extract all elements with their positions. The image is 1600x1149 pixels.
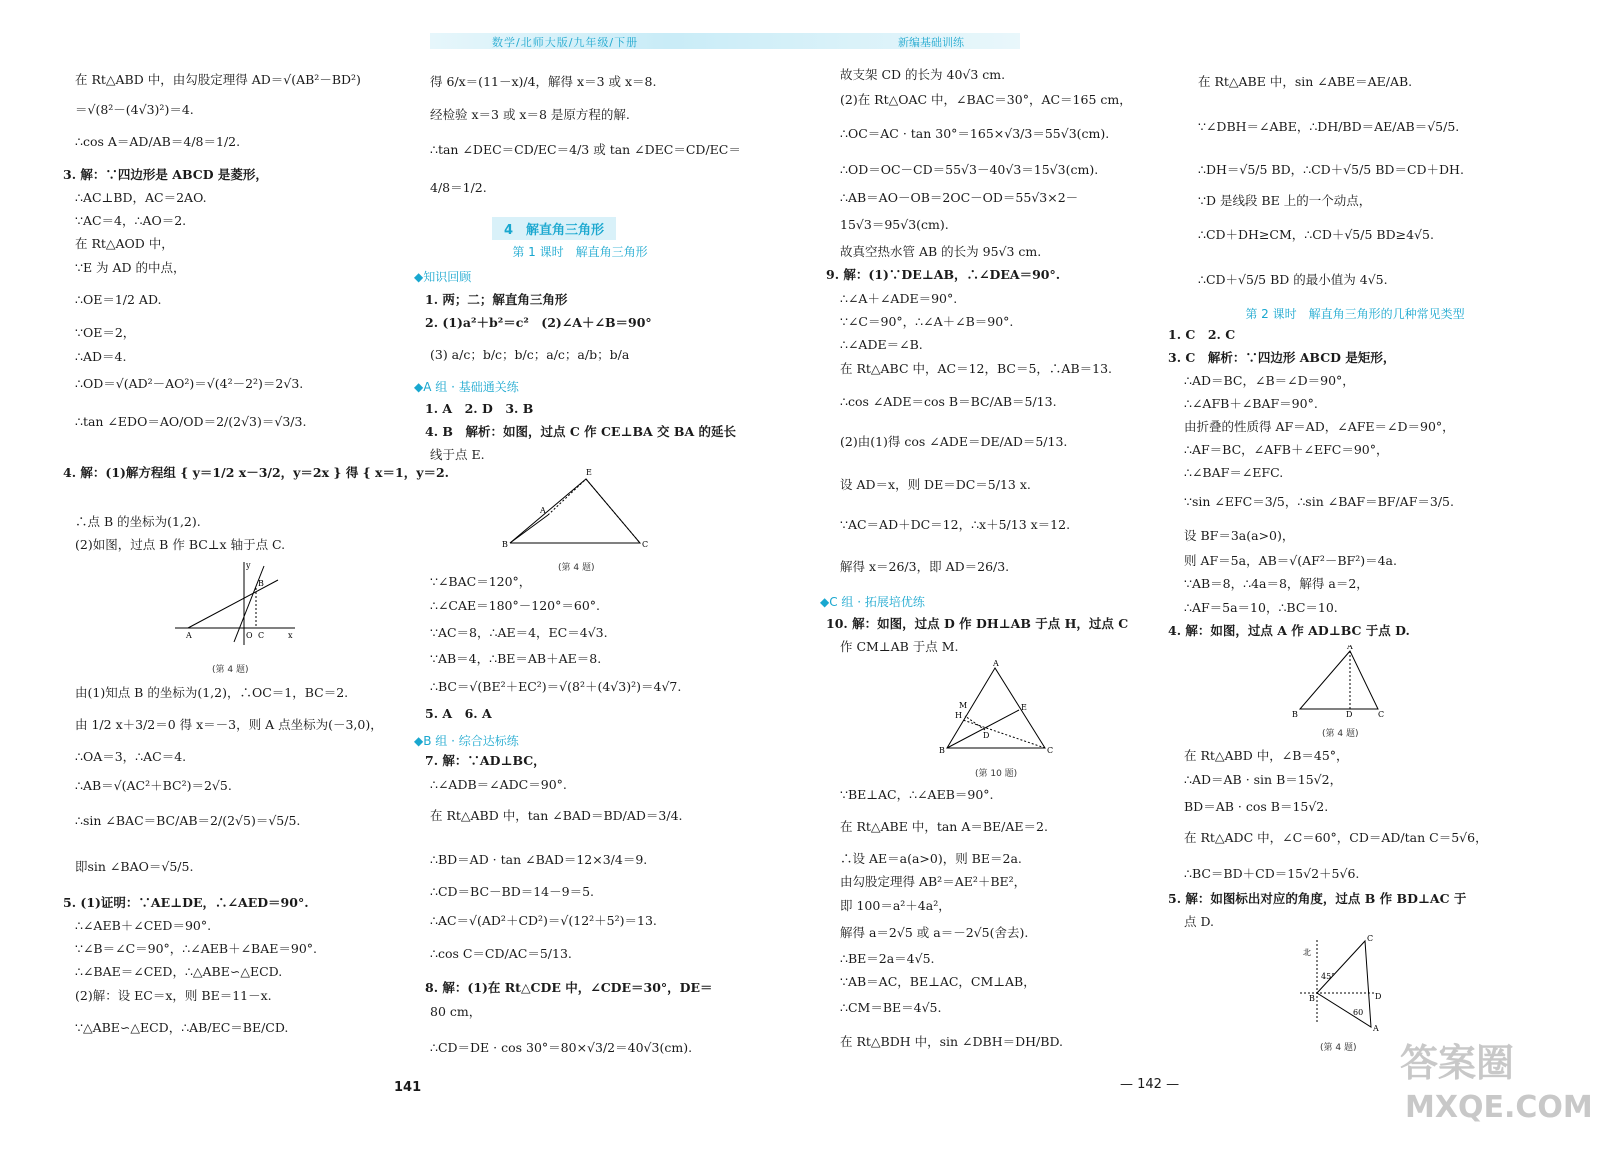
header-right: 新编基础训练 [898, 36, 964, 49]
text-line: ∴∠AEB＋∠CED＝90°. [75, 918, 212, 933]
text-line: 5. (1)证明：∵AE⊥DE，∴∠AED＝90°. [63, 895, 309, 910]
text-line: 解得 x＝26/3，即 AD＝26/3. [840, 559, 1010, 574]
text-line: ∴CM＝BE＝4√5. [840, 1000, 942, 1015]
text-line: ∵OE＝2， [75, 325, 136, 340]
text-line: ∴CD＋DH≥CM，∴CD＋√5/5 BD≥4√5. [1198, 227, 1434, 242]
text-line: ∵AB＝4，∴BE＝AB＋AE＝8. [430, 651, 602, 666]
text-line: 4. 解：(1)解方程组 { y＝1/2 x－3/2，y＝2x } 得 { x＝1，y＝2. [63, 465, 450, 480]
text-line: ∴CD＋√5/5 BD 的最小值为 4√5. [1198, 272, 1388, 287]
text-line: 2. (1)a²＋b²＝c² (2)∠A＋∠B＝90° [425, 315, 652, 330]
text-line: ＝√(8²－(4√3)²)＝4. [75, 102, 194, 117]
svg-text:B: B [1292, 710, 1298, 719]
svg-text:B: B [258, 579, 264, 588]
text-line: 9. 解：(1)∵DE⊥AB，∴∠DEA＝90°. [826, 267, 1061, 282]
triangle-figure-10 [935, 660, 1055, 760]
text-line: 经检验 x＝3 或 x＝8 是原方程的解. [430, 107, 630, 122]
figure-caption: (第 4 题) [212, 665, 249, 675]
text-line: ∴BC＝√(BE²＋EC²)＝√(8²＋(4√3)²)＝4√7. [430, 679, 682, 694]
svg-text:D: D [983, 731, 990, 740]
text-line: 在 Rt△AOD 中， [75, 236, 174, 251]
text-line: ∵△ABE∽△ECD，∴AB/EC＝BE/CD. [75, 1020, 289, 1035]
text-line: ∴∠ADB＝∠ADC＝90°. [430, 777, 567, 792]
text-line: 3. C 解析：∵四边形 ABCD 是矩形， [1168, 350, 1396, 365]
svg-text:A: A [540, 506, 546, 515]
svg-text:M: M [959, 701, 968, 710]
text-line: ∴∠BAF＝∠EFC. [1184, 465, 1284, 480]
text-line: ∴AF＝5a＝10，∴BC＝10. [1184, 600, 1338, 615]
section-heading: ◆C 组 · 拓展培优练 [820, 595, 925, 609]
text-line: 点 D. [1184, 914, 1215, 929]
text-line: ∴DH＝√5/5 BD，∴CD＋√5/5 BD＝CD＋DH. [1198, 162, 1464, 177]
triangle-figure-4 [1290, 645, 1390, 720]
text-line: ∵∠C＝90°，∴∠A＋∠B＝90°. [840, 314, 1014, 329]
svg-text:A: A [186, 631, 192, 640]
text-line: 在 Rt△ABE 中，sin ∠ABE＝AE/AB. [1198, 74, 1413, 89]
text-line: 在 Rt△ABD 中，tan ∠BAD＝BD/AD＝3/4. [430, 808, 683, 823]
text-line: 故支架 CD 的长为 40√3 cm. [840, 67, 1006, 82]
text-line: ∴OA＝3，∴AC＝4. [75, 749, 187, 764]
text-line: ∴AC⊥BD，AC＝2AO. [75, 190, 207, 205]
text-line: ∵AC＝4，∴AO＝2. [75, 213, 187, 228]
text-line: 解得 a＝2√5 或 a＝－2√5(舍去). [840, 925, 1029, 940]
coordinate-figure [170, 560, 300, 650]
lesson-title: 第 2 课时 解直角三角形的几种常见类型 [1245, 307, 1465, 321]
lesson-title: 第 1 课时 解直角三角形 [512, 245, 648, 259]
text-line: (2)解：设 EC＝x，则 BE＝11－x. [75, 988, 272, 1003]
text-line: ∴AD＝BC，∠B＝∠D＝90°， [1184, 373, 1355, 388]
text-line: 1. A 2. D 3. B [425, 401, 534, 416]
text-line: ∴AC＝√(AD²＋CD²)＝√(12²＋5²)＝13. [430, 913, 657, 928]
text-line: 作 CM⊥AB 于点 M. [840, 639, 959, 654]
text-line: 15√3＝95√3(cm). [840, 217, 949, 232]
text-line: 由(1)知点 B 的坐标为(1,2)，∴OC＝1，BC＝2. [75, 685, 349, 700]
section-heading: ◆知识回顾 [414, 270, 472, 284]
text-line: ∴OC＝AC · tan 30°＝165×√3/3＝55√3(cm). [840, 126, 1110, 141]
text-line: ∴OE＝1/2 AD. [75, 292, 162, 307]
text-line: ∴BD＝AD · tan ∠BAD＝12×3/4＝9. [430, 852, 648, 867]
text-line: ∵BE⊥AC，∴∠AEB＝90°. [840, 787, 994, 802]
text-line: ∴∠ADE＝∠B. [840, 337, 923, 352]
text-line: ∵AB＝8，∴4a＝8，解得 a＝2， [1184, 576, 1369, 591]
text-line: ∴∠A＋∠ADE＝90°. [840, 291, 958, 306]
text-line: (3) a/c；b/c；b/c；a/c；a/b；b/a [430, 347, 630, 362]
text-line: (2)由(1)得 cos ∠ADE＝DE/AD＝5/13. [840, 434, 1068, 449]
page-header [430, 33, 1020, 49]
svg-text:E: E [586, 468, 592, 477]
text-line: ∴CD＝DE · cos 30°＝80×√3/2＝40√3(cm). [430, 1040, 693, 1055]
text-line: 即 100＝a²＋4a²， [840, 898, 951, 913]
text-line: ∴AB＝AO－OB＝2OC－OD＝55√3×2－ [840, 190, 1079, 205]
text-line: 1. 两；二；解直角三角形 [425, 292, 568, 307]
text-line: 设 BF＝3a(a>0)， [1184, 528, 1295, 543]
svg-text:B: B [502, 540, 508, 549]
text-line: 80 cm， [430, 1004, 482, 1019]
svg-text:B: B [939, 746, 945, 755]
text-line: ∴点 B 的坐标为(1,2). [75, 514, 201, 529]
text-line: ∴sin ∠BAC＝BC/AB＝2/(2√5)＝√5/5. [75, 813, 301, 828]
text-line: 在 Rt△BDH 中，sin ∠DBH＝DH/BD. [840, 1034, 1063, 1049]
text-line: 故真空热水管 AB 的长为 95√3 cm. [840, 244, 1042, 259]
text-line: BD＝AB · cos B＝15√2. [1184, 799, 1329, 814]
header-left: 数学/北师大版/九年级/下册 [492, 36, 639, 49]
text-line: 在 Rt△ABD 中，∠B＝45°， [1184, 748, 1349, 763]
text-line: 则 AF＝5a，AB＝√(AF²－BF²)＝4a. [1184, 553, 1397, 568]
svg-text:y: y [246, 561, 251, 570]
text-line: ∵D 是线段 BE 上的一个动点， [1198, 193, 1372, 208]
svg-text:B: B [1309, 994, 1315, 1003]
figure-caption: (第 10 题) [975, 769, 1018, 779]
text-line: 4. 解：如图，过点 A 作 AD⊥BC 于点 D. [1168, 623, 1410, 638]
svg-text:C: C [1367, 935, 1374, 943]
text-line: ∵E 为 AD 的中点， [75, 260, 186, 275]
figure-caption: (第 4 题) [1322, 729, 1359, 739]
text-line: ∵sin ∠EFC＝3/5，∴sin ∠BAF＝BF/AF＝3/5. [1184, 494, 1454, 509]
text-line: ∵∠B＝∠C＝90°，∴∠AEB＋∠BAE＝90°. [75, 941, 318, 956]
text-line: ∴OD＝OC－CD＝55√3－40√3＝15√3(cm). [840, 162, 1099, 177]
text-line: ∴设 AE＝a(a>0)，则 BE＝2a. [840, 851, 1022, 866]
chapter-title: 4 解直角三角形 [492, 217, 616, 240]
text-line: ∴cos A＝AD/AB＝4/8＝1/2. [75, 134, 241, 149]
text-line: 设 AD＝x，则 DE＝DC＝5/13 x. [840, 477, 1031, 492]
text-line: ∴AF＝BC，∠AFB＋∠EFC＝90°， [1184, 442, 1389, 457]
text-line: ∴CD＝BC－BD＝14－9＝5. [430, 884, 595, 899]
text-line: ∴BE＝2a＝4√5. [840, 951, 935, 966]
text-line: ∴BC＝BD＋CD＝15√2＋5√6. [1184, 866, 1360, 881]
text-line: 8. 解：(1)在 Rt△CDE 中，∠CDE＝30°，DE＝ [425, 980, 713, 995]
text-line: 5. A 6. A [425, 706, 492, 721]
text-line: 在 Rt△ABD 中，由勾股定理得 AD＝√(AB²－BD²) [75, 72, 361, 87]
text-line: 线于点 E. [430, 447, 485, 462]
text-line: 10. 解：如图，过点 D 作 DH⊥AB 于点 H，过点 C [826, 616, 1129, 631]
figure-caption: (第 4 题) [558, 563, 595, 573]
text-line: 即sin ∠BAO＝√5/5. [75, 859, 194, 874]
svg-text:45°: 45° [1321, 972, 1336, 981]
svg-text:O: O [246, 631, 253, 640]
text-line: 得 6/x＝(11－x)/4，解得 x＝3 或 x＝8. [430, 74, 657, 89]
text-line: 在 Rt△ADC 中，∠C＝60°，CD＝AD/tan C＝5√6， [1184, 830, 1488, 845]
text-line: ∴∠BAE＝∠CED，∴△ABE∽△ECD. [75, 964, 283, 979]
text-line: ∵∠DBH＝∠ABE，∴DH/BD＝AE/AB＝√5/5. [1198, 119, 1460, 134]
figure-caption: (第 4 题) [1320, 1043, 1357, 1053]
text-line: ∴AB＝√(AC²＋BC²)＝2√5. [75, 778, 232, 793]
text-line: ∴∠CAE＝180°－120°＝60°. [430, 598, 600, 613]
page-number-left: 141 [394, 1080, 422, 1095]
svg-text:C: C [258, 631, 265, 640]
text-line: ∴AD＝4. [75, 349, 127, 364]
svg-text:C: C [642, 540, 649, 549]
text-line: 7. 解：∵AD⊥BC， [425, 753, 546, 768]
svg-text:D: D [1375, 992, 1382, 1001]
triangle-figure [500, 465, 660, 555]
svg-text:A: A [1373, 1024, 1379, 1033]
text-line: ∵AC＝8，∴AE＝4，EC＝4√3. [430, 625, 608, 640]
text-line: ∵AC＝AD＋DC＝12，∴x＋5/13 x＝12. [840, 517, 1071, 532]
svg-text:H: H [955, 711, 962, 720]
text-line: ∴tan ∠EDO＝AO/OD＝2/(2√3)＝√3/3. [75, 414, 307, 429]
text-line: 4. B 解析：如图，过点 C 作 CE⊥BA 交 BA 的延长 [425, 424, 737, 439]
svg-text:A: A [1347, 645, 1353, 651]
text-line: (2)在 Rt△OAC 中，∠BAC＝30°，AC＝165 cm， [840, 92, 1132, 107]
text-line: 在 Rt△ABE 中，tan A＝BE/AE＝2. [840, 819, 1048, 834]
text-line: (2)如图，过点 B 作 BC⊥x 轴于点 C. [75, 537, 286, 552]
text-line: 由 1/2 x＋3/2＝0 得 x＝－3，则 A 点坐标为(－3,0)， [75, 717, 383, 732]
text-line: 5. 解：如图标出对应的角度，过点 B 作 BD⊥AC 于 [1168, 891, 1467, 906]
svg-text:D: D [1346, 710, 1353, 719]
svg-text:C: C [1378, 710, 1385, 719]
text-line: 由折叠的性质得 AF＝AD，∠AFE＝∠D＝90°， [1184, 419, 1455, 434]
section-heading: ◆B 组 · 综合达标练 [414, 734, 519, 748]
text-line: ∴cos C＝CD/AC＝5/13. [430, 946, 572, 961]
svg-text:x: x [288, 631, 293, 640]
svg-text:北: 北 [1303, 948, 1311, 957]
bearing-figure [1295, 935, 1395, 1035]
text-line: 3. 解：∵四边形是 ABCD 是菱形， [63, 167, 268, 182]
page-number-right: — 142 — [1120, 1077, 1180, 1092]
section-heading: ◆A 组 · 基础通关练 [414, 380, 519, 394]
text-line: ∴OD＝√(AD²－AO²)＝√(4²－2²)＝2√3. [75, 376, 304, 391]
text-line: ∴cos ∠ADE＝cos B＝BC/AB＝5/13. [840, 394, 1057, 409]
svg-text:60: 60 [1353, 1008, 1364, 1017]
svg-text:C: C [1047, 746, 1054, 755]
text-line: 1. C 2. C [1168, 327, 1236, 342]
svg-text:E: E [1021, 703, 1027, 712]
watermark-url: MXQE.COM [1405, 1090, 1593, 1125]
text-line: 由勾股定理得 AB²＝AE²＋BE²， [840, 874, 1027, 889]
text-line: ∵∠BAC＝120°， [430, 574, 532, 589]
svg-text:A: A [993, 660, 999, 668]
text-line: ∵AB＝AC，BE⊥AC，CM⊥AB， [840, 974, 1036, 989]
text-line: ∴∠AFB＋∠BAF＝90°. [1184, 396, 1318, 411]
text-line: ∴tan ∠DEC＝CD/EC＝4/3 或 tan ∠DEC＝CD/EC＝ [430, 142, 741, 157]
text-line: 在 Rt△ABC 中，AC＝12，BC＝5，∴AB＝13. [840, 361, 1113, 376]
text-line: 4/8＝1/2. [430, 180, 487, 195]
watermark-logo: 答案圈 [1400, 1041, 1515, 1085]
text-line: ∴AD＝AB · sin B＝15√2， [1184, 772, 1343, 787]
